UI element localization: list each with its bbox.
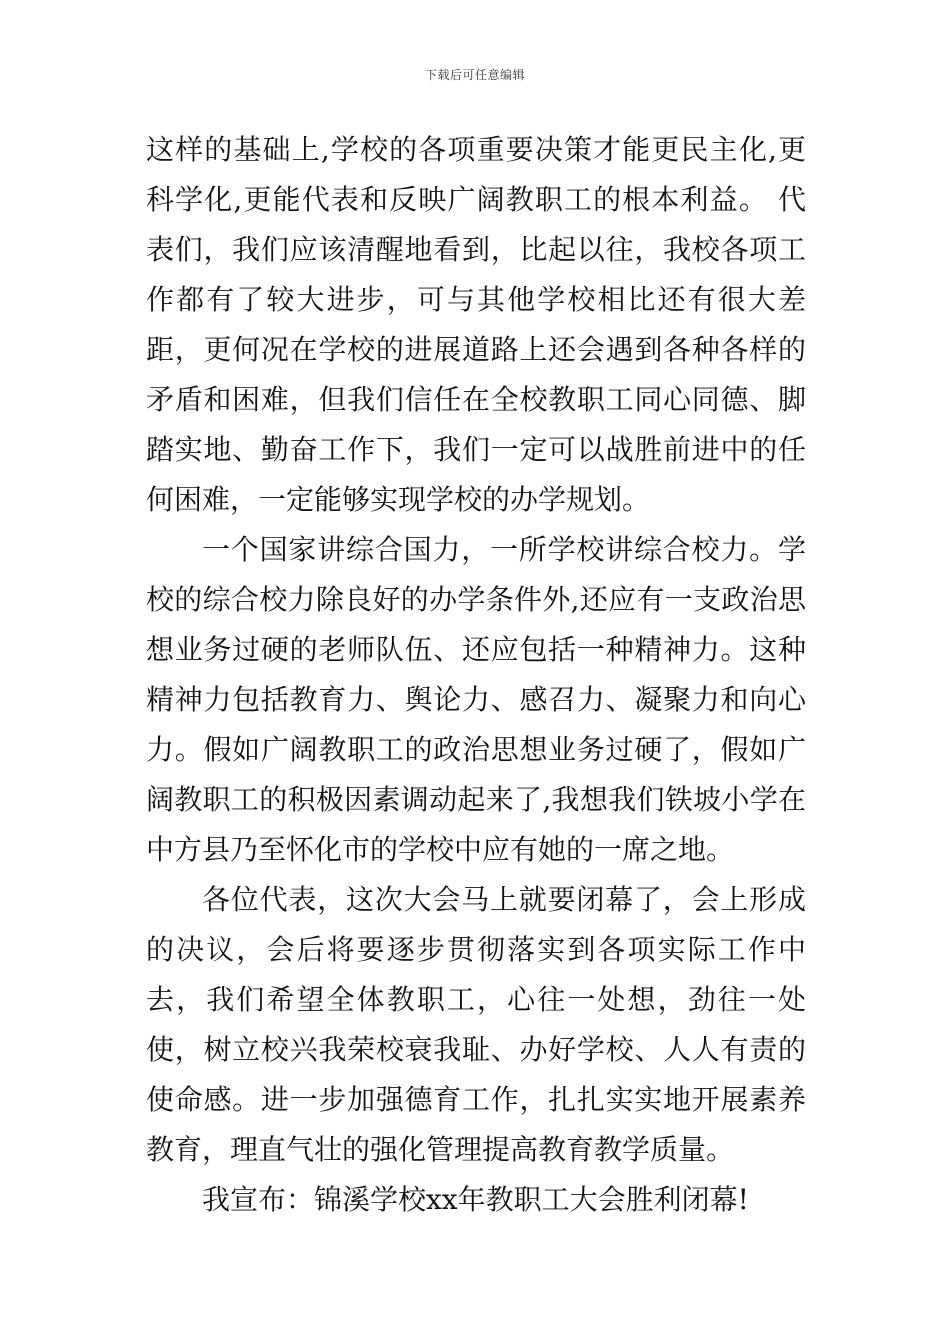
paragraph-1: 这样的基础上,学校的各项重要决策才能更民主化,更科学化,更能代表和反映广阔教职工的根本利益。 代表们，我们应该清醒地看到，比起以往，我校各项工作都有了较大进步，可与其他学校相比还有很大差距，更何况在学校的进展道路上还会遇到各种各样的矛盾和困难，但我们信任在全校教职工同心同德、脚踏实地、勤奋工作下，我们一定可以战胜前进中的任何困难，一定能够实现学校的办学规划。	[146, 133, 806, 516]
paragraph-3: 各位代表，这次大会马上就要闭幕了，会上形成的决议，会后将要逐步贯彻落实到各项实际工作中去，我们希望全体教职工，心往一处想，劲往一处使，树立校兴我荣校衰我耻、办好学校、人人有责的使命感。进一步加强德育工作，扎扎实实地开展素养教育，理直气壮的强化管理提高教育教学质量。	[146, 883, 806, 1166]
paragraph-2: 一个国家讲综合国力，一所学校讲综合校力。学校的综合校力除良好的办学条件外,还应有一支政治思想业务过硬的老师队伍、还应包括一种精神力。这种精神力包括教育力、舆论力、感召力、凝聚力和向心力。假如广阔教职工的政治思想业务过硬了，假如广阔教职工的积极因素调动起来了,我想我们铁坡小学在中方县乃至怀化市的学校中应有她的一席之地。	[146, 533, 806, 866]
paragraph-4: 我宣布：锦溪学校xx年教职工大会胜利闭幕!	[202, 1183, 749, 1216]
header-note: 下载后可任意编辑	[424, 68, 525, 82]
document-body	[146, 125, 806, 1225]
